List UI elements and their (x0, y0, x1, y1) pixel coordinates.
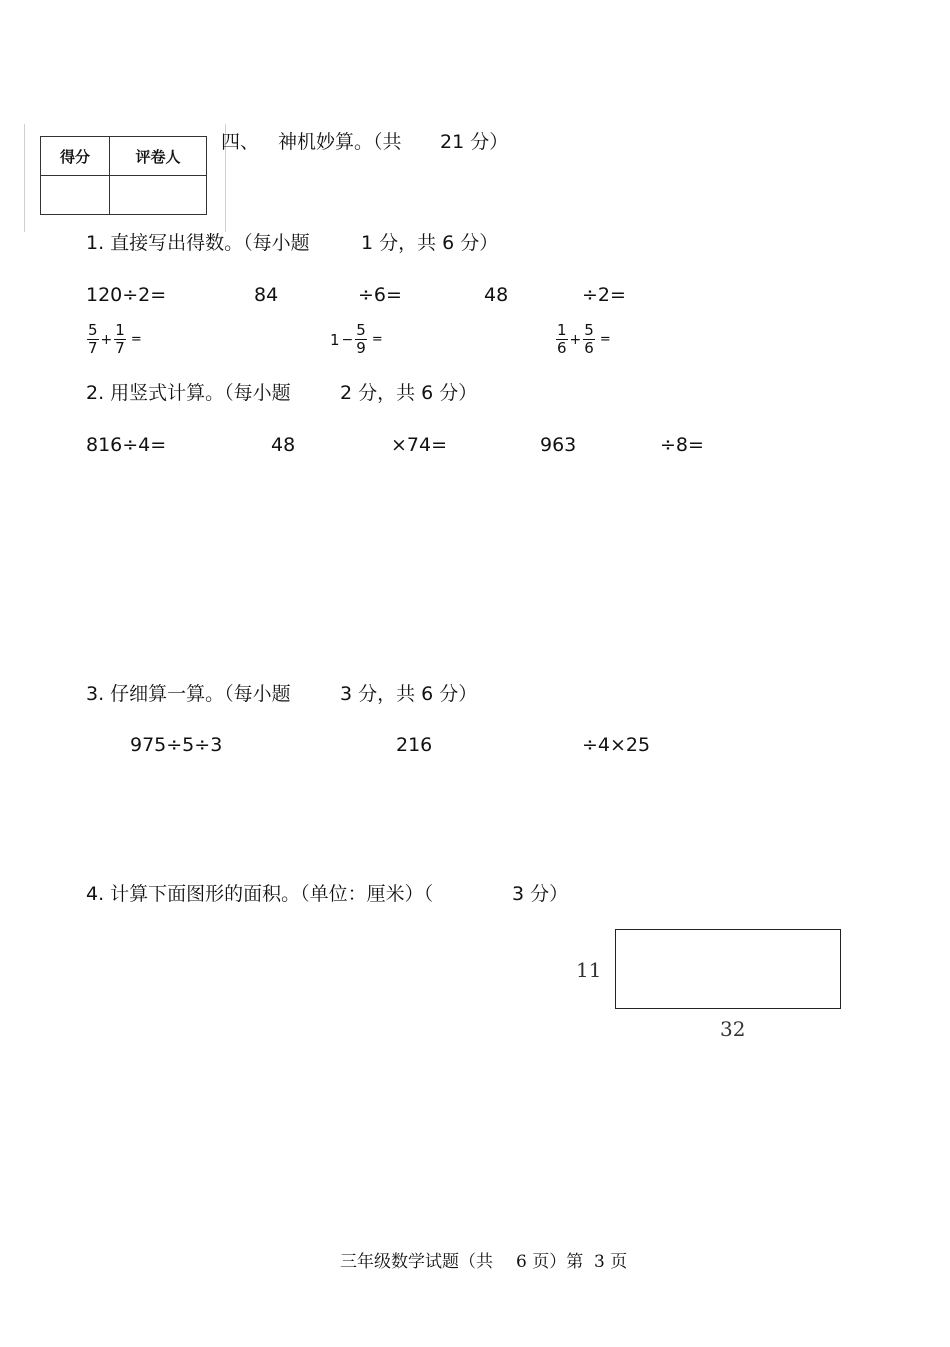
denominator: 7 (88, 339, 98, 357)
numerator: 5 (584, 321, 594, 339)
q1-points: 1 分，共 6 分） (361, 232, 499, 254)
operator: + (100, 331, 113, 348)
rectangle-height-label: 11 (576, 958, 602, 982)
q1-fraction-problem-2 (330, 322, 383, 357)
rectangle-width-label: 32 (720, 1017, 746, 1041)
footer-total: 6 页）第 (516, 1252, 584, 1272)
section-number: 四、 (221, 131, 260, 153)
section-title: 神机妙算。（共 (278, 131, 402, 153)
equals-sign: = (371, 332, 383, 347)
numerator: 1 (557, 321, 567, 339)
numerator: 1 (115, 321, 125, 339)
fraction (583, 322, 595, 357)
q3-problem-2-b: ÷4×25 (582, 734, 651, 756)
fraction (556, 322, 568, 357)
numerator: 5 (88, 321, 98, 339)
denominator: 9 (356, 339, 366, 357)
footer-page: 3 页 (594, 1252, 628, 1272)
q2-problem-1: 816÷4= (86, 434, 167, 456)
rectangle-figure (615, 929, 841, 1009)
q3-problem-2-a: 216 (396, 734, 433, 756)
q1-problem-3-a: 48 (484, 284, 509, 306)
grader-cell (110, 176, 207, 215)
score-cell (41, 176, 110, 215)
equals-sign: = (130, 332, 142, 347)
q1-problem-1: 120÷2= (86, 284, 167, 306)
q1-problem-3-b: ÷2= (582, 284, 626, 306)
q1-fraction-problem-3 (556, 322, 611, 357)
denominator: 7 (115, 339, 125, 357)
equals-sign: = (599, 332, 611, 347)
numerator: 5 (356, 321, 366, 339)
fraction (87, 322, 99, 357)
operator: − (341, 331, 354, 348)
q1-fraction-problem-1 (87, 322, 142, 357)
q4-points: 3 分） (512, 883, 569, 905)
fraction (114, 322, 126, 357)
q2-problem-3-a: 963 (540, 434, 577, 456)
whole-number: 1 (330, 330, 340, 349)
q2-heading: 2. 用竖式计算。（每小题 (86, 382, 291, 404)
denominator: 6 (584, 339, 594, 357)
q2-problem-2-b: ×74= (391, 434, 448, 456)
q1-problem-2-a: 84 (254, 284, 279, 306)
q3-heading: 3. 仔细算一算。（每小题 (86, 683, 291, 705)
q1-heading: 1. 直接写出得数。（每小题 (86, 232, 310, 254)
section-points: 21 分） (440, 131, 509, 153)
q2-points: 2 分，共 6 分） (340, 382, 478, 404)
q4-heading: 4. 计算下面图形的面积。（单位：厘米）（ (86, 883, 434, 905)
q3-problem-1: 975÷5÷3 (130, 734, 223, 756)
q3-points: 3 分，共 6 分） (340, 683, 478, 705)
grader-header: 评卷人 (110, 137, 207, 176)
q1-problem-2-b: ÷6= (358, 284, 402, 306)
operator: + (569, 331, 582, 348)
footer-text: 三年级数学试题（共 (340, 1252, 493, 1272)
score-table (40, 136, 207, 215)
q2-problem-2-a: 48 (271, 434, 296, 456)
denominator: 6 (557, 339, 567, 357)
score-header: 得分 (41, 137, 110, 176)
fraction (355, 322, 367, 357)
q2-problem-3-b: ÷8= (660, 434, 704, 456)
